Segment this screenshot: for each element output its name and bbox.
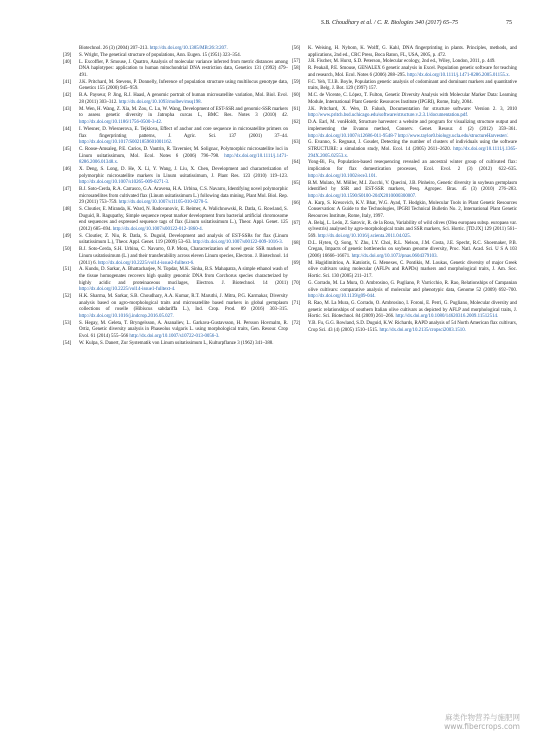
watermark-line-1: 麻类作物营养与施肥网 — [445, 713, 520, 722]
reference-number: [69] — [292, 260, 301, 266]
doi-link[interactable]: http://dx.doi.org/10.2225/vol14-issue1-fulltext-4. — [79, 287, 176, 293]
reference-text: A. Kundu, D. Sarkar, A. Bhattacharjee, N. Topdar, M.K. Sinha, B.S. Mahapatra, A simple ethanol wash of the tissue homogenates recovers high quality genomic DNA from Corchorus species characterized by highly acidic and proteinaceous mucilages, Electron. J. Biotechnol. 14 (2011) — [79, 267, 288, 286]
reference-text: D.A. Earl, M. vonHoldt, Structure harvester: a website and program for visualizing structure output and implementing the Evanno method, Conserv. Genet. Resour. 4 (2) (2012) 359–361. — [308, 120, 517, 132]
reference-entry — [63, 234, 288, 247]
reference-number: [45] — [63, 146, 72, 152]
reference-number: [58] — [292, 66, 301, 72]
reference-entry — [63, 167, 288, 187]
reference-entry — [63, 321, 288, 341]
doi-link[interactable]: http://dx.doi.org/10.1016/j.scienta.2011.04.025. — [317, 233, 411, 239]
doi-link[interactable]: http://dx.doi.org/10.1007/s11105-010-0270-5. — [118, 200, 209, 206]
reference-text: S. Hegay, M. Geleta, T. Bryngelsson, A. Asanaliev, L. Garkava-Gustavsson, H. Persson Hovmalm, R. Ortiz, Genetic diversity analysis in Phaseolus vulgaris L. using morphological traits, Gen. Resour. Crop Evol. 61 (2014) 555–566 — [79, 320, 288, 339]
reference-entry — [292, 107, 517, 120]
reference-number: [42] — [63, 93, 72, 99]
reference-entry — [63, 187, 288, 207]
reference-number: [44] — [63, 126, 72, 132]
reference-number: [52] — [63, 294, 72, 300]
reference-number: [40] — [63, 59, 72, 65]
reference-entry — [292, 301, 517, 321]
reference-entry — [292, 261, 517, 281]
reference-text: Yong-Bi, Fu, Population-based resequencing revealed an ancestral winter group of cultivated flax: implication for flax domestication processes, Ecol. Evol. 2 (3) (2012) 622–635. — [308, 160, 517, 173]
watermark-line-2: www.fibercrops.com — [444, 722, 520, 731]
doi-link[interactable]: http://www.pritch.bsd.uchicago.edu/software/structure.v.2.3.1/documentation.pdf. — [308, 113, 469, 119]
reference-number: [50] — [63, 247, 72, 253]
reference-text: D.L. Hyten, Q. Song, Y. Zhu, I.Y. Choi, R.L. Nelson, J.M. Costa, J.E. Specht, R.C. Shoemaker, P.B. Cregan, Impacts of genetic bottlenecks on soybean genome diversity, Proc. Natl. Acad. Sci. U S A 103 (2006) 16666–16671. — [308, 240, 517, 259]
doi-link[interactable]: http://dx.doi.org/10.1093/molbev/msq198. — [118, 99, 202, 105]
reference-entry — [63, 147, 288, 167]
reference-number: [46] — [63, 167, 72, 173]
reference-text: C. Roose-Amsaleg, P.E. Carios, D. Vautrin, R. Tavernier, M. Solignac, Polymorphic microsatellite loci in Linum usitatissimum, Mol. Ecol. Notes 6 (2006) 796–798. — [79, 146, 288, 159]
reference-entry — [63, 80, 288, 93]
reference-entry — [292, 241, 517, 261]
reference-entry — [63, 46, 288, 53]
reference-number: [68] — [292, 240, 301, 246]
reference-number: [66] — [292, 200, 301, 206]
reference-text: J.R. Fischer, M. Hurst, S.D. Peterson, Molecular ecology, 2nd ed., Wiley, London, 2011, p. 449. — [308, 59, 496, 65]
doi-link[interactable]: http://dx.doi.org/10.1016/j.indcrop.2016.05.027. — [79, 313, 174, 319]
doi-link[interactable]: http://dx.doi.org/10.1186/1756-0500-3-42. — [79, 120, 163, 126]
reference-number: [61] — [292, 106, 301, 112]
doi-link[interactable]: http://dx.doi.org/10.1385/MB:26:3:207. — [149, 46, 228, 51]
reference-number: [56] — [292, 46, 301, 51]
reference-number: [71] — [292, 301, 301, 307]
reference-entry — [292, 66, 517, 79]
doi-link[interactable]: http://dx.doi.org/10.1007/s00122-012-1860-4. — [112, 227, 203, 232]
running-title: S.B. Choudhary et al. / C. R. Biologies 340 (2017) 65–75 — [320, 20, 458, 26]
doi-link[interactable]: http://dx.doi.org/10.1007/s12686-011-9548-7 http://www.taylor0.biology.ucla.edu/structureHarvester/. — [308, 133, 509, 139]
reference-entry — [63, 207, 288, 233]
reference-text: S. Wright, The genetical structure of populations, Ann. Eugen. 15 (1951) 323–354. — [79, 52, 241, 58]
reference-entry — [292, 281, 517, 301]
reference-number: [43] — [63, 106, 72, 112]
doi-link[interactable]: http://dx.doi.org/10.1111/j.1471-8286.2005.01155.x. — [407, 72, 510, 78]
doi-link[interactable]: http://dx.doi.org/10.1080/14620316.2009.11512514. — [395, 314, 499, 320]
reference-text: M. Wen, H. Wang, Z. Xia, M. Zou, C. Lu, W. Wang, Development of EST-SSR and genomic-SSR markers to assess genetic diversity in Jatropha curcas L, BMC Res. Notes 3 (2010) 42. — [79, 106, 288, 119]
reference-number: [63] — [292, 140, 301, 146]
reference-entry — [63, 267, 288, 293]
reference-entry — [292, 181, 517, 201]
reference-text: A. Karp, S. Kresovich, K.V. Bhat, W.G. Ayad, T. Hodgkin, Molecular Tools in Plant Genetic Resources Conservation: A Guide to the Technologies, IPGRI Technical Bulletin No. 2, International Plant Genetic Resources Institute, Rome, Italy, 1997. — [308, 200, 517, 219]
reference-text: J.K. Pritchard, M. Stevens, P. Donnelly, Inference of population structure using multilocus genotype data, Genetics 155 (2000) 945–959. — [79, 79, 288, 92]
doi-link[interactable]: http://dx.doi.org/10.2135/cropsci2003.1510. — [379, 327, 466, 333]
reference-number: [47] — [63, 187, 72, 193]
reference-entry — [292, 321, 517, 334]
doi-link[interactable]: http://dx.doi.org/10.1007/s10722-013-0056-3. — [129, 333, 220, 339]
reference-entry — [292, 46, 517, 59]
doi-link[interactable]: http://dx.doi.org/10.1007/s10265-009-0271-3. — [79, 180, 170, 186]
reference-text: B.A. Payseur, P. Jing, R.J. Haasl, A genomic portrait of human microsatellite variation, Mol. Biol. Evol. 28 (2011) 303–312. — [79, 93, 288, 105]
reference-text: B.J. Soto-Cerda, R.A. Carrasco, G.A. Aravena, H.A. Urbina, C.S. Navarro, Identifying novel polymorphic microsatellites from cultivated flax (Linum usitatissimum L.) following data mining, Plant Mol. Biol. Rep. 29 (2011) 753–759. — [79, 187, 288, 206]
reference-text: X. Deng, S. Long, D. He, X. Li, Y. Wang, J. Liu, X. Chen, Development and characterization of polymorphic microsatellite markers in Linum usitatissimum, J. Plant Res. 123 (2010) 119–123. — [79, 167, 288, 179]
reference-text: G. Corrado, M. La Mura, O. Ambrosino, G. Pugliano, P. Varricchio, R. Rao, Relationships of Campanian olive cultivars: comparative analysis of molecular and phenotypic data, Genome 52 (2009) 692–700. — [308, 280, 517, 293]
reference-number: [57] — [292, 59, 301, 65]
reference-text: I. Wiesner, D. Wiesnerova, E. Tejklova, Effect of anchor and core sequence in microsatellite primers on flax fingerprinting patterns, J. Agric. Sci. 137 (2001) 37–44. — [79, 126, 288, 139]
reference-number: [49] — [63, 233, 72, 239]
reference-entry — [292, 201, 517, 221]
reference-text: R. Rao, M. La Mura, G. Corrado, O. Ambrosino, I. Foroni, E. Perri, G. Pugliano, Molecular diversity and genetic relationships of southern Italian olive cultivars as depicted by AFLP and morphological traits, J. Hortic. Sci. Biotechnol. 84 (2009) 261–266. — [308, 301, 517, 320]
reference-number: [54] — [63, 340, 72, 346]
reference-number: [72] — [292, 321, 301, 327]
reference-text: J.K. Pritchard, X. Wen, D. Falush, Documentation for structure software: Version 2. 3, 2010 — [308, 106, 517, 112]
reference-text: B.M. Mulato, M. Möller, M.I. Zucchi, V. Quecini, J.B. Pinheiro, Genetic diversity in soybean germplasm identified by SSR and EST-SSR markers, Pesq. Agropec. Bras. 45 (3) (2010) 276–283. — [308, 180, 517, 193]
reference-text: H.K. Sharma, M. Sarkar, S.B. Choudhary, A.A. Kumar, R.T. Maruthi, J. Mitra, P.G. Karmakar, Diversity analysis based on agro-morphological traits and microsatellite based markers in global germplasm collections of roselle (Hibiscus sabdariffa L.), Ind. Crop. Prod. 89 (2016) 303–315. — [79, 294, 288, 313]
reference-text: S. Cloutier, Z. Niu, R. Datla, S. Duguid, Development and analysis of EST-SSRs for flax (Linum usitatissimum L.), Theor. Appl. Genet. 119 (2009) 53–63. — [79, 233, 288, 246]
running-header — [63, 20, 512, 26]
reference-entry — [63, 93, 288, 106]
reference-text: Y.B. Fu, G.G. Rowland, S.D. Duguid, K.W. Richards, RAPD analysis of 54 North American flax cultivars, Crop Sci. 43 (4) (2005) 1510–1515. — [308, 321, 517, 333]
reference-entry — [63, 247, 288, 267]
doi-link[interactable]: http://dx.doi.org/10.1007/s00122-009-1016-3. — [192, 240, 283, 246]
reference-text: W. Kulpa, S. Danert, Zur Systematik von Linum usitatissimum L, Kulturpflanze 3 (1962) 341–388. — [79, 340, 274, 346]
reference-text: R. Peakall, P.E. Smouse, GENALEX 6 genetic analysis in Excel. Population genetic software for teaching and research, Mol. Ecol. Notes 6 (2006) 288–295. — [308, 66, 517, 78]
reference-entry — [63, 294, 288, 320]
reference-entry — [292, 80, 517, 93]
reference-number: [62] — [292, 120, 301, 126]
doi-link[interactable]: http://dx.doi.org/10.2225/vol14-issue2-fulltext-6. — [97, 260, 195, 266]
reference-text: F.C. Yeh, T.J.B. Boyle, Population genetic analysis of codominant and dominant markers and quantitative traits, Belg. J. Bot. 129 (1997) 157. — [308, 79, 517, 92]
reference-number: [59] — [292, 79, 301, 85]
reference-entry — [63, 53, 288, 60]
doi-link[interactable]: http://dx.doi.org/10.1017/S0021859601001162. — [79, 140, 173, 146]
reference-number: [64] — [292, 160, 301, 166]
reference-number: [41] — [63, 79, 72, 85]
reference-number: [65] — [292, 180, 301, 186]
reference-number: [60] — [292, 93, 301, 99]
reference-entry — [292, 59, 517, 66]
reference-column-right — [292, 46, 517, 335]
reference-entry — [292, 160, 517, 180]
reference-column-left — [63, 46, 288, 348]
reference-entry — [63, 341, 288, 348]
doi-link[interactable]: http://dx.doi.org/10.1590/S0100-204X2010000300007. — [308, 193, 417, 199]
reference-number: [48] — [63, 207, 72, 213]
reference-text: B.J. Soto-Cerda, S.H. Urbina, C. Navarro, O.P. Mora, Characterization of novel genic SSR markers in Linum usitatissimum (L.) and their transferability across eleven Linum species, Electron. J. Biotechnol. 14 (2011) 6. — [79, 247, 288, 266]
reference-entry — [63, 107, 288, 127]
reference-number: [70] — [292, 280, 301, 286]
doi-link[interactable]: http://dx.doi.org/10.1111/j.1365-294X.2005.02553.x. — [308, 146, 517, 159]
reference-text: A. Belaj, L. León, Z. Satovic, R. de la Rosa, Variability of wild olives (Olea europaea subsp. europaea var. sylvestris) analysed by agro-morphological traits and SSR markers, Sci. Hortic. [TD.JX] 129 (2011) 561–569. — [308, 220, 517, 239]
reference-text: M.C. de Vicente, C. López, T. Fulton, Genetic Diversity Analysis with Molecular Marker Data: Learning Module, International Plant Genetic Resources Institute (IPGRI), Rome, Italy, 2004. — [308, 93, 517, 105]
reference-entry — [292, 140, 517, 160]
reference-text: G. Evanno, S. Regnaut, J. Goudet, Detecting the number of clusters of individuals using the software STRUCTURE: a simulation study, Mol. Ecol. 14 (2005) 2611–2620. — [308, 140, 517, 152]
doi-link[interactable]: http://dx.doi.org/10.1139/g09-044. — [308, 294, 376, 300]
doi-link[interactable]: http://dx.doi.org/10.1002/ece3.101. — [308, 173, 378, 179]
reference-entry — [63, 127, 288, 147]
reference-text: S. Cloutier, E. Miranda, K. Ward, N. Radovanovic, E. Reimer, A. Walichnowski, R. Datla, G. Rowland, S. Duguid, R. Ragupathy, Simple sequence repeat marker development from bacterial artificial chromosome end sequences and expressed sequence tags of flax (Linum usitatissimum L.), Theor. Appl. Genet. 125 (2012) 685–694. — [79, 207, 288, 232]
page-number: 75 — [506, 20, 512, 26]
reference-number: [39] — [63, 52, 72, 58]
reference-number: [53] — [63, 320, 72, 326]
doi-link[interactable]: http://dx.doi.org/10.1073/pnas.0604379103. — [351, 253, 438, 259]
reference-entry — [292, 120, 517, 140]
reference-text: K. Weising, H. Nybom, K. Wolff, G. Kahl, DNA fingerprinting in plants. Principles, methods, and applications, 2nd ed., CRC Press, Boca Raton, FL, USA, 2005, p. 472. — [308, 46, 517, 58]
reference-text: L. Excoffier, P. Smouse, J. Quattro, Analysis of molecular variance inferred from metric distances among DNA haplotypes: application to human mitochondrial DNA restriction data, Genetics 131 (1992) 479–491. — [79, 59, 288, 78]
watermark — [444, 713, 520, 731]
reference-entry — [292, 93, 517, 106]
reference-number: [51] — [63, 267, 72, 273]
reference-text: M. Hagidimitriou, A. Katsiotis, G. Menexes, C. Pontikis, M. Loukas, Genetic diversity of major Greek olive cultivars using molecular (AFLPs and RAPDs) markers and morphological traits, J. Am. Soc. Hortic. Sci. 130 (2005) 211–217. — [308, 260, 517, 280]
reference-entry — [292, 221, 517, 241]
reference-entry — [63, 60, 288, 80]
reference-text: Biotechnol. 26 (3) (2004) 207–213. — [79, 46, 150, 51]
doi-link[interactable]: http://dx.doi.org/10.1111/j.1471-8286.2006.01348.x. — [79, 153, 288, 166]
reference-number: [67] — [292, 220, 301, 226]
